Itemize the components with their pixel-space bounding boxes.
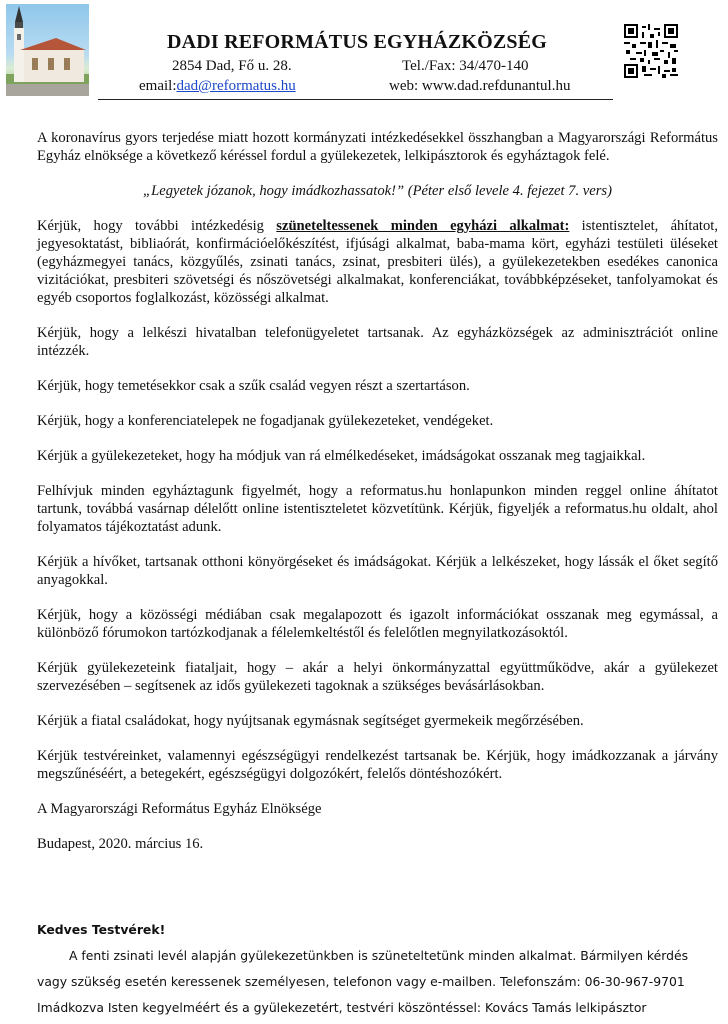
letterhead xyxy=(98,30,616,96)
email-link[interactable]: dad@reformatus.hu xyxy=(176,78,296,94)
bible-quote: „Legyetek józanok, hogy imádkozhassatok!” (Péter első levele 4. fejezet 7. vers) xyxy=(143,183,612,199)
contact-line xyxy=(98,56,616,76)
greeting: Kedves Testvérek! xyxy=(37,922,166,937)
suspension-emphasis: szüneteltessenek minden egyházi alkalmat: xyxy=(276,218,570,234)
signature: A Magyarországi Református Egyház Elnöksége xyxy=(37,801,322,817)
note-line-1: A fenti zsinati levél alapján gyülekezetünkben is szüneteltetünk minden alkalmat. Bármilyen kérdés xyxy=(69,948,689,963)
qr-code-icon xyxy=(624,24,678,78)
intro-paragraph: A koronavírus gyors terjedése miatt hozott kormányzati intézkedésekkel összhangban a Magyarországi Református Egyház elnöksége a következő kéréssel fordul a gyülekezetek, lelkipásztorok és egyháztagok felé. xyxy=(37,130,718,164)
place-date: Budapest, 2020. március 16. xyxy=(37,836,204,852)
paragraph: Felhívjuk minden egyháztagunk figyelmét, hogy a reformatus.hu honlapunkon minden reggel online áhítatot tartunk, továbbá vasárnap délelőtt online istentiszteletet közvetítünk. Kérjük, figyeljék a reformatus.hu oldalt, ahol folyamatos tájékoztatást adunk. xyxy=(37,483,718,535)
suspension-lead: Kérjük, hogy további intézkedésig xyxy=(37,218,277,234)
paragraph: Kérjük gyülekezeteink fiataljait, hogy – akár a helyi önkormányzattal együttműködve, akár a gyülekezet szervezésében – segítsenek az idős gyülekezeti tagoknak a szükséges bevásárlásokban. xyxy=(37,660,718,694)
email-block xyxy=(105,76,389,96)
paragraph: Kérjük a hívőket, tartsanak otthoni könyörgéseket és imádságokat. Kérjük a lelkészeket, hogy lássák el őket segítő anyagokkal. xyxy=(37,554,718,588)
address: 2854 Dad, Fő u. 28. xyxy=(172,58,292,74)
church-icon xyxy=(6,4,89,96)
paragraph: Kérjük a fiatal családokat, hogy nyújtsanak egymásnak segítséget gyermekeik megőrzésében. xyxy=(37,713,584,729)
website: web: www.dad.refdunantul.hu xyxy=(389,78,571,94)
suspension-paragraph xyxy=(37,217,718,307)
paragraph: Kérjük, hogy temetésekkor csak a szűk család vegyen részt a szertartáson. xyxy=(37,378,470,394)
online-contact-line xyxy=(98,76,616,96)
suspension-list: istentisztelet, áhítatot, jegyesoktatást, bibliaórát, konfirmációelőkészítést, ifjúsági alkalmat, baba-mama kört, egyházi testületi üléseket (egyházmegyei tanács, közgyűlés, zsinati tanács, zsinat, presbiteri ülés), a gyülekezetekben esedékes canonica vizitációkat, presbiteri szövetségi és nőszövetségi alkalmakat, konferenciákat, továbbképzéseket, tanfolyamokat és egyéb csoportos foglalkozást, közösségi alkalmat. xyxy=(37,218,718,306)
paragraph: Kérjük a gyülekezeteket, hogy ha módjuk van rá elmélkedéseket, imádságokat osszanak meg tagjaikkal. xyxy=(37,448,646,464)
phone-fax: Tel./Fax: 34/470-140 xyxy=(402,58,529,74)
organization-title: DADI REFORMÁTUS EGYHÁZKÖZSÉG xyxy=(166,31,548,53)
paragraph: Kérjük, hogy a konferenciatelepek ne fogadjanak gyülekezeteket, vendégeket. xyxy=(37,413,494,429)
parish-note xyxy=(37,917,721,1021)
church-photo xyxy=(6,4,89,96)
qr-code xyxy=(624,24,678,78)
paragraph: Kérjük, hogy a közösségi médiában csak megalapozott és igazolt információkat osszanak meg egymással, a különböző fórumokon tartózkodjanak a félelemkeltéstől és felelőtlen megnyilatkozásoktól. xyxy=(37,607,718,641)
paragraph: Kérjük testvéreinket, valamennyi egészségügyi rendelkezést tartsanak be. Kérjük, hogy imádkozzanak a járvány megszűnéséért, a betegekért, egészségügyi dolgozókért, felelős döntéshozókért. xyxy=(37,748,718,782)
note-line-3: Imádkozva Isten kegyelméért és a gyülekezetért, testvéri köszöntéssel: Kovács Tamás lelkipásztor xyxy=(37,1000,647,1015)
paragraph: Kérjük, hogy a lelkészi hivatalban telefonügyeletet tartsanak. Az egyházközségek az adminisztrációt online intézzék. xyxy=(37,325,718,359)
header-divider xyxy=(98,99,613,100)
email-label: email: xyxy=(139,78,177,94)
note-line-2: vagy szükség esetén keressenek személyesen, telefonon vagy e-mailben. Telefonszám: 06-30-967-9701 xyxy=(37,974,685,989)
letter-body xyxy=(37,129,718,870)
